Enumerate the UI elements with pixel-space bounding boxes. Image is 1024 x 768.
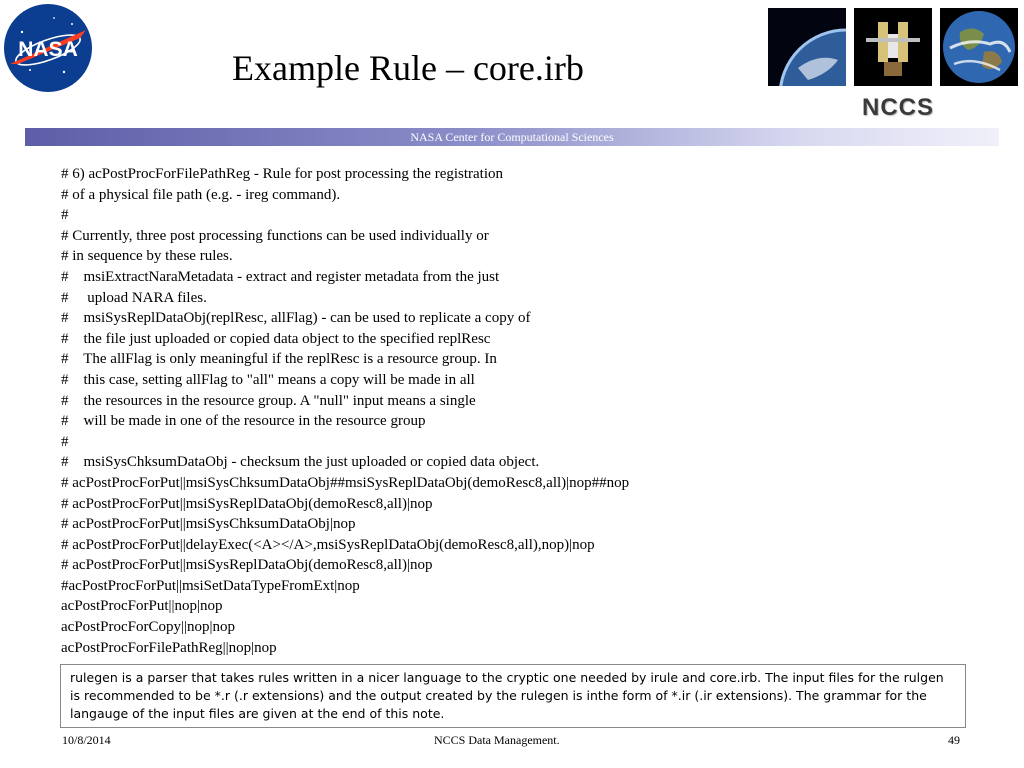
code-line: # msiSysReplDataObj(replResc, allFlag) - can be used to replicate a copy of [61, 310, 531, 327]
code-line: # in sequence by these rules. [61, 248, 233, 265]
slide-title: Example Rule – core.irb [232, 48, 584, 88]
code-line: #acPostProcForPut||msiSetDataTypeFromExt|nop [61, 577, 360, 594]
nasa-logo [2, 2, 94, 94]
footer-center: NCCS Data Management. [434, 733, 560, 747]
header-photos [768, 8, 1024, 86]
code-line: acPostProcForFilePathReg||nop|nop [61, 639, 277, 656]
code-line: # of a physical file path (e.g. - ireg command). [61, 186, 341, 203]
code-line: # will be made in one of the resource in the resource group [61, 413, 426, 430]
space-station-photo [854, 8, 932, 86]
svg-text:NASA: NASA [18, 38, 78, 61]
note-box: rulegen is a parser that takes rules written in a nicer language to the cryptic one needed by irule and core.irb. The input files for the rulgen is recommended to be *.r (.r extensions) and the output created by the rulegen is inthe form of *.ir (.ir extensions). The grammar for the langauge of the input files are given at the end of this note. [60, 664, 966, 728]
page-number: 49 [948, 733, 960, 747]
code-block [61, 164, 629, 658]
code-line: # [61, 433, 69, 450]
code-line: acPostProcForPut||nop|nop [61, 598, 223, 615]
footer-date: 10/8/2014 [62, 733, 111, 747]
code-line: # the file just uploaded or copied data object to the specified replResc [61, 330, 491, 347]
earth-globe-photo [940, 8, 1018, 86]
code-line: # acPostProcForPut||delayExec(<A></A>,msiSysReplDataObj(demoResc8,all),nop)|nop [61, 536, 595, 553]
code-line: acPostProcForCopy||nop|nop [61, 619, 236, 636]
header-banner [25, 128, 999, 146]
earth-from-orbit-photo [768, 8, 846, 86]
code-line: # msiExtractNaraMetadata - extract and register metadata from the just [61, 268, 500, 285]
code-line: # acPostProcForPut||msiSysChksumDataObj|nop [61, 516, 356, 533]
code-line: # msiSysChksumDataObj - checksum the just uploaded or copied data object. [61, 454, 540, 471]
code-line: # acPostProcForPut||msiSysReplDataObj(demoResc8,all)|nop [61, 557, 433, 574]
code-line: # acPostProcForPut||msiSysChksumDataObj##msiSysReplDataObj(demoResc8,all)|nop##nop [61, 474, 630, 491]
code-line: # 6) acPostProcForFilePathReg - Rule for post processing the registration [61, 166, 504, 182]
code-line: # The allFlag is only meaningful if the replResc is a resource group. In [61, 351, 497, 368]
banner-text: NASA Center for Computational Sciences [410, 130, 614, 144]
code-line: # acPostProcForPut||msiSysReplDataObj(demoResc8,all)|nop [61, 495, 433, 512]
code-line: # Currently, three post processing functions can be used individually or [61, 227, 489, 244]
code-line: # upload NARA files. [61, 289, 207, 306]
code-line: # [61, 207, 69, 224]
code-line: # the resources in the resource group. A "null" input means a single [61, 392, 476, 409]
code-line: # this case, setting allFlag to "all" means a copy will be made in all [61, 371, 475, 388]
nccs-logo: NCCS [862, 94, 935, 121]
